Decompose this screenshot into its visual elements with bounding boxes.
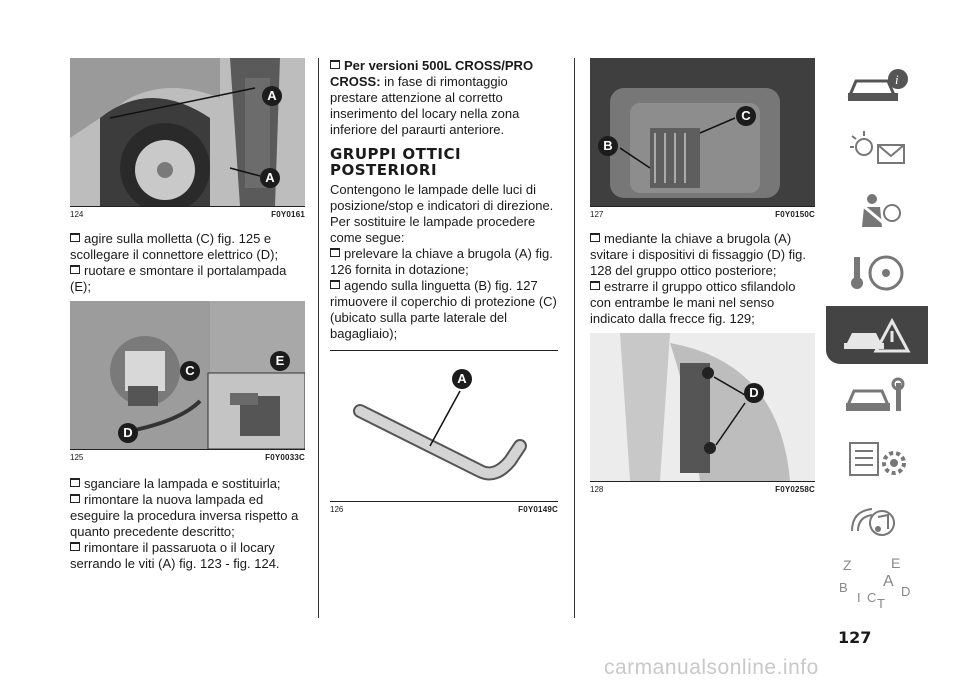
- rear-light-fixing-illustration: [590, 333, 815, 481]
- car-emergency-triangle-icon: [842, 315, 912, 355]
- warning-lights-envelope-icon: [842, 129, 912, 169]
- figure-code: F0Y0033C: [265, 453, 305, 462]
- figure-code: F0Y0150C: [775, 210, 815, 219]
- index-letter: C: [867, 590, 877, 605]
- bullet-text: estrarre il gruppo ottico sfilandolo con entrambe le mani nel senso indicato dalla frecce fig. 129;: [590, 279, 796, 326]
- tab-safety[interactable]: [826, 182, 928, 240]
- index-letter: Z: [843, 557, 852, 573]
- column-divider: [318, 58, 319, 618]
- column-2: [330, 58, 558, 514]
- figure-number: 126: [330, 505, 344, 514]
- bullet-text: rimontare il passaruota o il locary serrando le viti (A) fig. 123 - fig. 124.: [70, 540, 280, 571]
- callout-a-top: A: [262, 86, 282, 106]
- tab-warning-lights[interactable]: [826, 120, 928, 178]
- figure-number: 125: [70, 453, 84, 462]
- alphabetical-index-icon: [837, 556, 917, 610]
- figure-number: 127: [590, 210, 604, 219]
- figure-code: F0Y0161: [271, 210, 305, 219]
- column-divider: [574, 58, 575, 618]
- index-letter: A: [883, 573, 894, 590]
- callout-c: C: [180, 361, 200, 381]
- figure-128-caption: [590, 485, 815, 494]
- bullet-text: Per versioni 500L CROSS/PRO CROSS: in fase di rimontaggio prestare attenzione al corretto inserimento del locary nella zona inferiore del paraurti anteriore.: [330, 58, 534, 137]
- figure-126-caption: [330, 505, 558, 514]
- index-letter: T: [877, 596, 885, 610]
- bullet-icon: [70, 233, 80, 242]
- bullet-icon: [590, 281, 600, 290]
- tab-technical-data[interactable]: [826, 430, 928, 488]
- seatbelt-airbag-icon: [842, 191, 912, 231]
- column-3: [590, 58, 815, 494]
- svg-text:i: i: [895, 72, 899, 87]
- trunk-cover-illustration: [590, 58, 815, 206]
- column-1: [70, 58, 305, 572]
- callout-b: B: [598, 136, 618, 156]
- tab-starting-driving[interactable]: [826, 244, 928, 302]
- chapter-tabs-sidebar: [826, 58, 928, 616]
- bullet-icon: [330, 60, 340, 69]
- allen-key-illustration: [330, 351, 558, 501]
- bullet-icon: [330, 248, 340, 257]
- bullet-icon: [330, 280, 340, 289]
- figure-127-image: [590, 58, 815, 207]
- section-heading: GRUPPI OTTICI POSTERIORI: [330, 145, 462, 179]
- bullet-icon: [70, 542, 80, 551]
- figure-125-caption: [70, 453, 305, 462]
- car-wrench-icon: [842, 377, 912, 417]
- figure-128-image: [590, 333, 815, 482]
- tab-maintenance[interactable]: [826, 368, 928, 426]
- bullet-text: agendo sulla linguetta (B) fig. 127 rimuovere il coperchio di protezione (C) (ubicato sulla parte laterale del bagagliaio);: [330, 278, 557, 341]
- figure-126-image: [330, 350, 558, 502]
- watermark: carmanualsonline.info: [604, 656, 819, 679]
- bullet-text: prelevare la chiave a brugola (A) fig. 126 fornita in dotazione;: [330, 246, 553, 277]
- callout-e: E: [270, 351, 290, 371]
- index-letter: B: [839, 580, 848, 595]
- bullet-icon: [590, 233, 600, 242]
- callout-d: D: [744, 383, 764, 403]
- bullet-text: ruotare e smontare il portalampada (E);: [70, 263, 287, 294]
- figure-125-image: [70, 301, 305, 450]
- page-number: 127: [838, 628, 872, 647]
- figure-124-caption: [70, 210, 305, 219]
- callout-d: D: [118, 423, 138, 443]
- figure-127-caption: [590, 210, 815, 219]
- bullet-icon: [70, 478, 80, 487]
- car-info-icon: [842, 67, 912, 107]
- tab-index[interactable]: [826, 554, 928, 612]
- figure-code: F0Y0258C: [775, 485, 815, 494]
- index-letter: E: [891, 556, 901, 571]
- bullet-text: agire sulla molletta (C) fig. 125 e scollegare il connettore elettrico (D);: [70, 231, 279, 262]
- bullet-text: sganciare la lampada e sostituirla;: [70, 476, 305, 492]
- specs-gear-icon: [842, 439, 912, 479]
- bullet-icon: [70, 494, 80, 503]
- figure-code: F0Y0149C: [518, 505, 558, 514]
- key-steering-wheel-icon: [842, 253, 912, 293]
- tab-emergency[interactable]: [826, 306, 928, 364]
- figure-number: 124: [70, 210, 84, 219]
- multimedia-music-icon: [842, 501, 912, 541]
- callout-a: A: [452, 369, 472, 389]
- callout-a-bottom: A: [260, 168, 280, 188]
- figure-number: 128: [590, 485, 604, 494]
- figure-124-image: [70, 58, 305, 207]
- intro-paragraph: Contengono le lampade delle luci di posizione/stop e indicatori di direzione. Per sostituire le lampade procedere come segue:: [330, 182, 554, 245]
- bullet-text: rimontare la nuova lampada ed eseguire la procedura inversa rispetto a quanto precedente descritto;: [70, 492, 299, 539]
- callout-c: C: [736, 106, 756, 126]
- tab-car-info[interactable]: [826, 58, 928, 116]
- tab-multimedia[interactable]: [826, 492, 928, 550]
- index-letter: I: [857, 590, 861, 605]
- bullet-text: mediante la chiave a brugola (A) svitare i dispositivi di fissaggio (D) fig. 128 del gruppo ottico posteriore;: [590, 231, 807, 278]
- bullet-icon: [70, 265, 80, 274]
- index-letter: D: [901, 584, 911, 599]
